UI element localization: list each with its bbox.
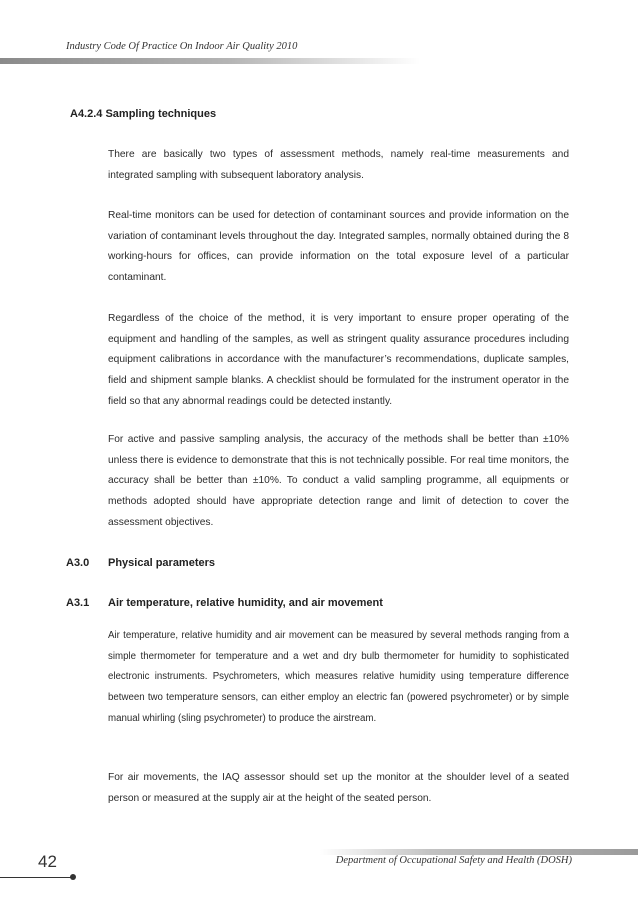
page-number: 42 <box>38 852 57 871</box>
header-rule <box>0 58 420 64</box>
footer-dot-ornament <box>70 874 76 880</box>
paragraph-accuracy: For active and passive sampling analysis, the accuracy of the methods shall be better than ±10% unless there is evidence to demonstrate that this is not technically possible. For real time monitors, the accuracy shall be better than ±10%. To conduct a valid sampling programme, all equipments or methods adopted should have appropriate detection range and limit of detection to cover the assessment objectives. <box>108 434 569 528</box>
paragraph-real-time-monitors: Real-time monitors can be used for detection of contaminant sources and provide information on the variation of contaminant levels throughout the day. Integrated samples, normally obtained during the 8 working-hours for offices, can provide information on the total exposure level of a particular contaminant. <box>108 210 569 284</box>
paragraph-measurement-methods: Air temperature, relative humidity and air movement can be measured by several methods ranging from a simple thermometer for temperature and a wet and dry bulb thermometer for humidity to sophisticated electronic instruments. Psychrometers, which measures relative humidity using temperature difference between two temperature sensors, can either employ an electric fan (powered psychrometer) or by simple manual whirling (sling psychrometer) to produce the airstream. <box>108 630 569 724</box>
section-title-physical-parameters: Physical parameters <box>108 557 216 569</box>
section-number-a31: A3.1 <box>66 597 90 609</box>
section-number-a30: A3.0 <box>66 557 90 569</box>
running-header-title: Industry Code Of Practice On Indoor Air Quality 2010 <box>66 41 298 52</box>
paragraph-air-movements: For air movements, the IAQ assessor should set up the monitor at the shoulder level of a seated person or measured at the supply air at the height of the seated person. <box>108 772 569 804</box>
footer-department: Department of Occupational Safety and Health (DOSH) <box>335 855 572 866</box>
section-title-air-temperature: Air temperature, relative humidity, and air movement <box>108 597 383 609</box>
paragraph-assessment-methods: There are basically two types of assessment methods, namely real-time measurements and integrated sampling with subsequent laboratory analysis. <box>108 149 569 181</box>
paragraph-method-quality: Regardless of the choice of the method, it is very important to ensure proper operating of the equipment and handling of the samples, as well as stringent quality assurance procedures including equipment calibrations in accordance with the manufacturer’s recommendations, duplicate samples, field and shipment sample blanks. A checklist should be formulated for the instrument operator in the field so that any abnormal readings could be detected instantly. <box>108 313 569 407</box>
footer-left-line <box>0 877 72 878</box>
subsection-heading-a424: A4.2.4 Sampling techniques <box>70 108 217 120</box>
